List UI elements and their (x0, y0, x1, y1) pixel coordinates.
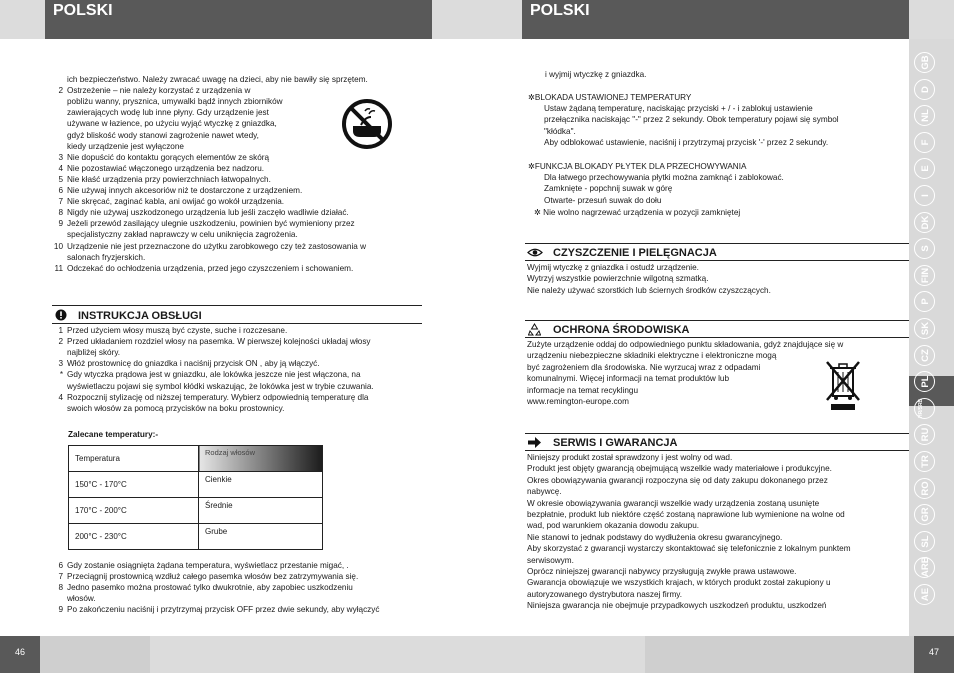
crossed-bin-icon (822, 360, 864, 412)
table-cell: 200°C - 230°C (69, 524, 199, 550)
intro-line: i wyjmij wtyczkę z gniazdka. (545, 70, 647, 79)
text-line: W okresie obowiązywania gwarancji wszelkie wady urządzenia zostaną usunięte (527, 498, 820, 508)
list-item-number: 3 (58, 152, 63, 162)
language-tab-ro[interactable]: RO (914, 478, 935, 499)
list-item-number: 8 (58, 208, 63, 218)
list-item: Po zakończeniu naciśnij i przytrzymaj przycisk OFF przez dwie sekundy, aby wyłączyć (67, 605, 380, 615)
list-item-number: 6 (58, 561, 63, 570)
list-item: Odczekać do ochłodzenia urządzenia, przed jego czyszczeniem i schowaniem. (67, 263, 354, 273)
text-line: Zużyte urządzenie oddaj do odpowiedniego punktu składowania, gdyż znajdujące się w (527, 340, 844, 349)
no-bath-warning-icon (341, 98, 393, 150)
table-row (69, 498, 323, 524)
list-item: Jedno pasemko można prostować tylko dwukrotnie, aby zapobiec uszkodzeniu (67, 583, 353, 593)
language-tab-i[interactable]: I (914, 185, 935, 206)
table-header-row (69, 446, 323, 472)
text-line: www.remington-europe.com (527, 397, 629, 406)
text-line: nabywcę. (527, 487, 562, 497)
language-tab-ru[interactable]: RU (914, 424, 935, 445)
table-cell: Średnie (199, 498, 323, 524)
language-tab-gr[interactable]: GR (914, 504, 935, 525)
list-item-number: 3 (58, 359, 63, 369)
list-item: ich bezpieczeństwo. Należy zwracać uwagę na dzieci, aby nie bawiły się sprzętem. (67, 75, 368, 84)
language-tab-dk[interactable]: DK (914, 212, 935, 233)
plate-lock-note: Nie wolno nagrzewać urządzenia w pozycji zamkniętej (543, 208, 741, 217)
list-item-number: 7 (58, 197, 63, 207)
plate-lock-title: FUNKCJA BLOKADY PŁYTEK DLA PRZECHOWYWANIA (534, 162, 747, 171)
gear-icon: ✲ (528, 162, 535, 171)
gear-icon: ✲ (528, 93, 535, 102)
gear-icon: ✲ (534, 208, 541, 217)
table-header-temperature: Temperatura (69, 446, 199, 472)
language-tab-tr[interactable]: TR (914, 451, 935, 472)
env-underline (525, 337, 909, 338)
cleaning-underline (525, 260, 909, 261)
list-item-number: * (59, 370, 63, 380)
language-tab-p[interactable]: P (914, 291, 935, 312)
right-footer-block (645, 636, 954, 673)
page-number-left: 46 (0, 636, 40, 673)
list-item: Urządzenie nie jest przeznaczone do użytku zarobkowego czy też zastosowania w (67, 241, 366, 251)
list-item-number: 7 (58, 572, 63, 582)
text-line: informacje na temat recyklingu (527, 385, 639, 395)
text-line: wad, pod warunkiem okazania dowodu zakupu. (527, 521, 700, 531)
language-tab-nl[interactable]: NL (914, 105, 935, 126)
right-page-header: POLSKI (522, 0, 909, 39)
list-item: Przeciągnij prostownicą wzdłuż całego pasemka włosów bez zatrzymywania się. (67, 572, 359, 582)
text-line: być zagrożeniem dla środowiska. Nie wyrzucaj wraz z odpadami (527, 362, 761, 372)
list-item-number: 9 (58, 605, 63, 615)
text-line: Aby odblokować ustawienie, naciśnij i przytrzymaj przycisk '-' przez 2 sekundy. (544, 138, 829, 148)
service-rule (525, 433, 909, 434)
list-item: Rozpocznij stylizację od niższej temperatury. Wybierz odpowiednią temperaturę dla (67, 392, 369, 402)
list-item: Nie kłaść urządzenia przy powierzchniach łatwopalnych. (67, 174, 271, 184)
text-line: przełącznika naciskając "-" przez 2 sekundy. Obok temperatury pojawi się symbol (544, 115, 839, 125)
list-item-number: 1 (58, 326, 63, 335)
list-item: salonach fryzjerskich. (67, 252, 146, 262)
list-item: kiedy urządzenie jest wyłączone (67, 141, 184, 151)
language-tab-pl[interactable]: PL (914, 371, 935, 392)
env-title: OCHRONA ŚRODOWISKA (553, 324, 690, 336)
list-item: Nie pozostawiać włączonego urządzenia bez nadzoru. (67, 163, 265, 173)
arrow-right-icon (528, 437, 541, 448)
table-cell: Grube (199, 524, 323, 550)
text-line: Produkt jest objęty gwarancją obejmującą wszelkie wady materiałowe i produkcyjne. (527, 464, 832, 474)
list-item: Nigdy nie używaj uszkodzonego urządzenia lub jeśli zaczęło wadliwie działać. (67, 208, 349, 218)
list-item-number: 5 (58, 174, 63, 184)
list-item: zawierających wodę lub inne płyny. Gdy urządzenie jest (67, 108, 269, 118)
plate-lock-note-line (534, 207, 740, 218)
eye-icon (527, 247, 543, 258)
table-cell: Cienkie (199, 472, 323, 498)
table-row (69, 524, 323, 550)
text-line: autoryzowanego dystrybutora naszej firmy. (527, 589, 683, 599)
text-line: "kłódka". (544, 126, 576, 136)
list-item: gdyż bliskość wody stanowi zagrożenie nawet wtedy, (67, 130, 259, 140)
text-line: serwisowym. (527, 555, 574, 565)
language-tab-sk[interactable]: SK (914, 318, 935, 339)
text-line: Wytrzyj wszystkie powierzchnie wilgotną szmatką. (527, 274, 709, 284)
list-item-number: 4 (58, 392, 63, 402)
text-line: urządzeniu niebezpieczne składniki elektryczne i elektroniczne mogą (527, 351, 777, 361)
temp-lock-heading (528, 92, 691, 103)
list-item: Włóż prostownicę do gniazdka i naciśnij przycisk ON , aby ją włączyć. (67, 359, 320, 369)
text-line: komunalnymi. Więcej informacji na temat produktów lub (527, 374, 730, 384)
language-tab-f[interactable]: F (914, 132, 935, 153)
text-line: Wyjmij wtyczkę z gniazdka i ostudź urządzenie. (527, 263, 699, 272)
list-item-number: 2 (58, 337, 63, 347)
list-item: Gdy zostanie osiągnięta żądana temperatura, wyświetlacz przestanie migać, . (67, 561, 349, 570)
table-cell: 170°C - 200°C (69, 498, 199, 524)
language-tab-cz[interactable]: CZ (914, 345, 935, 366)
list-item-number: 2 (58, 86, 63, 96)
list-item-number: 6 (58, 186, 63, 195)
list-item: Nie skręcać, zaginać kabla, ani owijać go wokół urządzenia. (67, 197, 285, 207)
list-item: Ostrzeżenie – nie należy korzystać z urządzenia w (67, 86, 251, 96)
page-number-right: 47 (914, 636, 954, 673)
text-line: Ustaw żądaną temperaturę, naciskając przyciski + / - i zablokuj ustawienie (544, 104, 813, 113)
text-line: Dla łatwego przechowywania płytki można zamknąć i zablokować. (544, 173, 784, 182)
left-page-header: POLSKI (45, 0, 432, 39)
list-item: Przed użyciem włosy muszą być czyste, suche i rozczesane. (67, 326, 288, 335)
list-item: używane w łazience, po użyciu wyjąć wtyczkę z gniazdka, (67, 119, 277, 129)
temp-lock-title: BLOKADA USTAWIONEJ TEMPERATURY (534, 93, 692, 102)
language-tab-sl[interactable]: SL (914, 531, 935, 552)
text-line: Niniejszy produkt został sprawdzony i jest wolny od wad. (527, 453, 733, 462)
language-tab-d[interactable]: D (914, 79, 935, 100)
list-item: Nie dopuścić do kontaktu gorących elementów ze skórą (67, 152, 270, 162)
instructions-rule (52, 305, 422, 306)
recommended-temperatures-label: Zalecane temperatury:- (68, 430, 159, 439)
list-item: swoich włosów za pomocą przycisków na boku prostownicy. (67, 403, 285, 413)
text-line: Nie należy używać szorstkich lub ściernych środków czyszczących. (527, 285, 771, 295)
language-tab-e[interactable]: E (914, 158, 935, 179)
language-tab-gb[interactable]: GB (914, 52, 935, 73)
list-item: Jeżeli przewód zasilający ulegnie uszkodzeniu, powinien być wymieniony przez (67, 219, 355, 229)
warning-info-icon (55, 309, 67, 321)
language-tab-fin[interactable]: FIN (914, 265, 935, 286)
recycle-icon (528, 323, 541, 336)
table-header-hair-type: Rodzaj włosów (199, 446, 323, 472)
instructions-underline (52, 323, 422, 324)
language-tab-ae[interactable]: AE (914, 584, 935, 605)
table-row (69, 472, 323, 498)
plate-lock-heading (528, 161, 746, 172)
text-line: Aby skorzystać z gwarancji wystarczy skontaktować się telefonicznie z lokalnym punktem (527, 544, 851, 554)
list-item: specjalistyczny zakład naprawczy w celu uniknięcia zagrożenia. (67, 230, 298, 240)
text-line: Gwarancja obowiązuje we wszystkich krajach, w których produkt został zakupiony u (527, 578, 831, 588)
text-line: Oprócz niniejszej gwarancji nabywcy przysługują zwykłe prawa ustawowe. (527, 567, 797, 576)
text-line: bezpłatnie, produkt lub niektóre część zostaną naprawione lub wymienione na wolne od (527, 510, 845, 519)
list-item: Gdy wtyczka prądowa jest w gniazdku, ale lokówka jeszcze nie jest włączona, na (67, 370, 361, 380)
language-tab-arb[interactable]: ARB (914, 557, 935, 578)
env-rule (525, 320, 909, 321)
language-tab-hr-srb[interactable]: HR/SRB (914, 398, 935, 419)
list-item: Nie używaj innych akcesoriów niż te dostarczone z urządzeniem. (67, 186, 303, 195)
list-item-number: 8 (58, 583, 63, 593)
text-line: Okres obowiązywania gwarancji rozpoczyna się od daty zakupu dokonanego przez (527, 475, 828, 485)
list-item-number: 11 (54, 263, 63, 273)
list-item: Przed układaniem rozdziel włosy na pasemka. W pierwszej kolejności układaj włosy (67, 337, 371, 347)
cleaning-rule (525, 243, 909, 244)
text-line: Nie stanowi to jednak podstawy do wydłużenia okresu gwarancyjnego. (527, 532, 783, 542)
instructions-title: INSTRUKCJA OBSŁUGI (78, 310, 202, 322)
list-item: wyświetlaczu pojawi się symbol kłódki wskazując, że lokówka jest w trybie czuwania. (67, 381, 374, 391)
list-item: pobliżu wanny, prysznica, umywalki bądź innych zbiorników (67, 97, 283, 107)
list-item-number: 4 (58, 163, 63, 173)
list-item: włosów. (67, 594, 96, 604)
list-item-number: 10 (53, 241, 63, 251)
text-line: Niniejsza gwarancja nie obejmuje przypadkowych uszkodzeń produktu, uszkodzeń (527, 601, 827, 611)
list-item: najbliżej skóry. (67, 348, 121, 358)
list-item-number: 9 (58, 219, 63, 229)
text-line: Zamknięte - popchnij suwak w górę (544, 184, 673, 194)
table-cell: 150°C - 170°C (69, 472, 199, 498)
temperature-table (68, 445, 323, 550)
text-line: Otwarte- przesuń suwak do dołu (544, 195, 662, 205)
cleaning-title: CZYSZCZENIE I PIELĘGNACJA (553, 247, 717, 259)
service-title: SERWIS I GWARANCJA (553, 437, 678, 449)
language-tab-s[interactable]: S (914, 238, 935, 259)
service-underline (525, 450, 909, 451)
